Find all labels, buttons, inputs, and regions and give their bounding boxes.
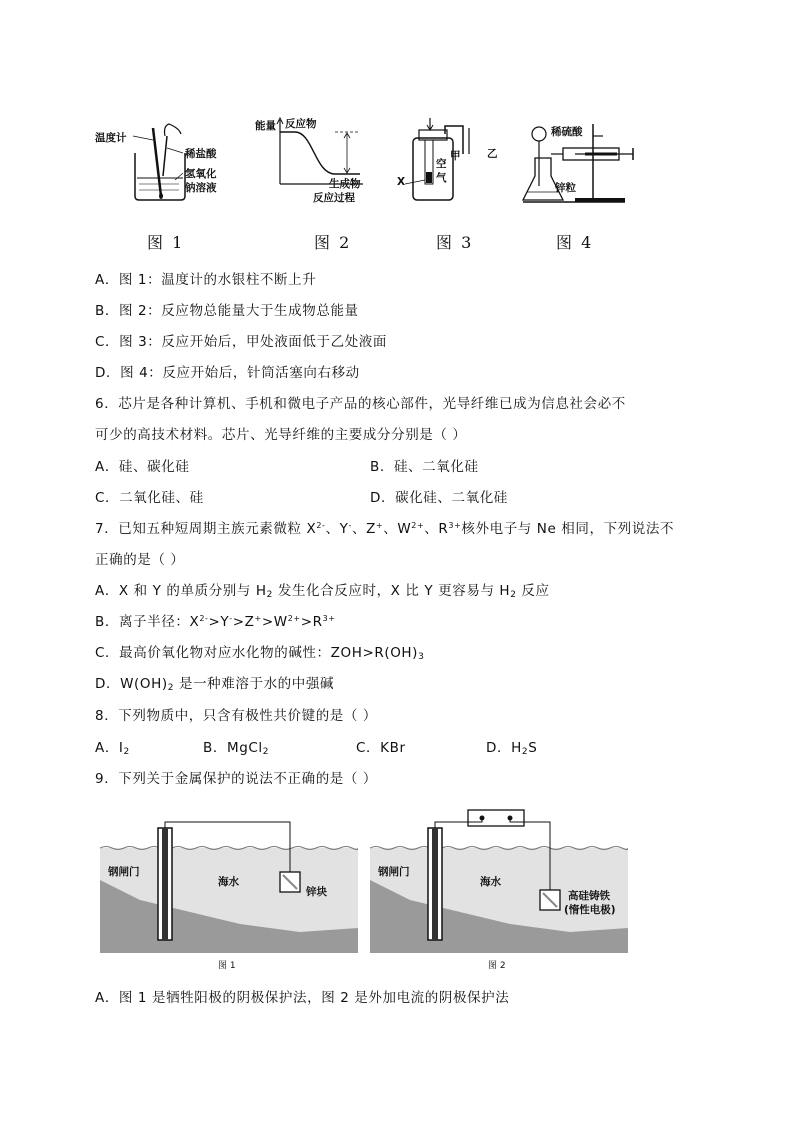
air-label-1: 空 (436, 158, 447, 170)
figure-2-energy-diagram (255, 114, 365, 209)
q9-fig2-iron-label-1: 高硅铸铁 (568, 890, 610, 902)
figure-3-u-tube (395, 116, 505, 211)
q9-figure-1-sacrificial-anode (100, 820, 358, 980)
q5-option-c: C．图 3：反应开始后，甲处液面低于乙处液面 (95, 334, 388, 350)
product-label: 生成物 (329, 178, 361, 190)
q7-stem-line-2: 正确的是（ ） (95, 552, 185, 568)
q9-fig2-sea-label: 海水 (480, 876, 501, 888)
q7-stem-line-1: 7．已知五种短周期主族元素微粒 $X^{2-}$、Y-、Z+、$W^{2+}$、$R^{3+}$核外电子与 Ne 相同，下列说法不 (95, 521, 675, 537)
q8-option-c: C．KBr (356, 740, 406, 756)
q8-option-d: D．$H_2S$ (486, 740, 538, 757)
sulfuric-acid-label: 稀硫酸 (551, 126, 583, 138)
q9-fig1-zinc-label: 锌块 (306, 886, 327, 898)
naoh-label-1: 氢氧化 (185, 168, 217, 180)
figure-1-caption: 图 1 (147, 233, 185, 252)
q6-option-d: D．碳化硅、二氧化硅 (370, 490, 508, 506)
q9-fig1-sea-label: 海水 (218, 876, 239, 888)
energy-axis-label: 能量 (255, 120, 276, 132)
q9-fig2-gate-label: 钢闸门 (378, 866, 410, 878)
air-label-2: 气 (436, 172, 447, 184)
thermometer-label: 温度计 (95, 132, 127, 144)
q8-option-a: A．$I_2$ (95, 740, 130, 757)
q7-option-a: A．X 和 Y 的单质分别与 $H_2$ 发生化合反应时，X 比 Y 更容易与 $H_2$ 反应 (95, 583, 550, 600)
naoh-label-2: 钠溶液 (185, 182, 217, 194)
q9-figure-2-impressed-current (370, 808, 628, 980)
q8-stem: 8．下列物质中，只含有极性共价键的是（ ） (95, 708, 377, 724)
q9-stem: 9．下列关于金属保护的说法不正确的是（ ） (95, 771, 377, 787)
q7-option-b: B．离子半径：$X^{2-}>Y^->Z^+>W^{2+}>R^{3+}$ (95, 614, 336, 630)
q7-option-d: D．$W(OH)_2$ 是一种难溶于水的中强碱 (95, 676, 335, 693)
figure-2-caption: 图 2 (314, 233, 352, 252)
q9-option-a: A．图 1 是牺牲阳极的阴极保护法，图 2 是外加电流的阴极保护法 (95, 990, 510, 1006)
figure-3-caption: 图 3 (436, 233, 474, 252)
x-label: X (397, 176, 406, 188)
figure-4-syringe-apparatus (515, 116, 640, 211)
q6-stem-line-1: 6．芯片是各种计算机、手机和微电子产品的核心部件，光导纤维已成为信息社会必不 (95, 396, 626, 412)
figure-1-neutralization (95, 118, 225, 213)
q8-option-b: B．MgCl$_2$ (203, 740, 270, 757)
q9-fig2-iron-label-2: (惰性电极) (564, 904, 616, 916)
q6-option-b: B．硅、二氧化硅 (370, 459, 479, 475)
yi-label: 乙 (487, 148, 498, 160)
q5-option-b: B．图 2：反应物总能量大于生成物总能量 (95, 303, 359, 319)
q9-fig1-gate-label: 钢闸门 (108, 866, 140, 878)
q7-option-c: C．最高价氧化物对应水化物的碱性：$ZOH>R(OH)_3$ (95, 645, 425, 662)
q6-option-a: A．硅、碳化硅 (95, 459, 190, 475)
zinc-label: 锌粒 (555, 182, 576, 194)
q5-option-a: A．图 1：温度计的水银柱不断上升 (95, 272, 317, 288)
acid-label: 稀盐酸 (185, 148, 217, 160)
figure-4-caption: 图 4 (556, 233, 594, 252)
jia-label: 甲 (450, 150, 461, 162)
q5-option-d: D．图 4：反应开始后，针筒活塞向右移动 (95, 365, 360, 381)
q9-fig1-caption: 图 1 (218, 961, 236, 971)
q6-stem-line-2: 可少的高技术材料。芯片、光导纤维的主要成分分别是（ ） (95, 427, 467, 443)
q9-fig2-caption: 图 2 (488, 961, 506, 971)
reactant-label: 反应物 (285, 118, 317, 130)
q6-option-c: C．二氧化硅、硅 (95, 490, 204, 506)
process-axis-label: 反应过程 (313, 192, 355, 204)
